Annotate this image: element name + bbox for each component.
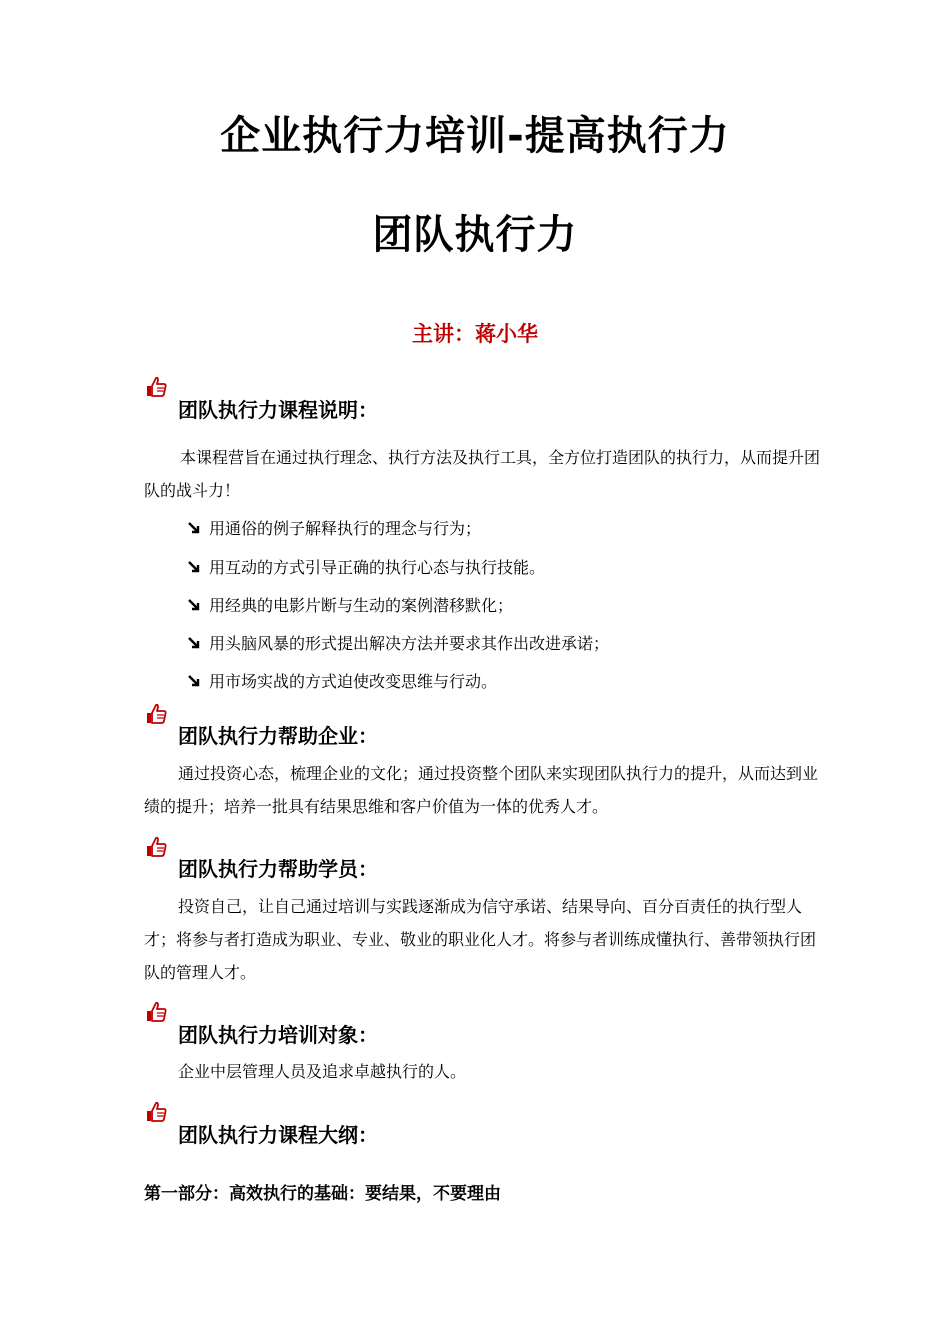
section-heading-help-enterprise: 团队执行力帮助企业：: [178, 724, 378, 748]
list-item-text: 用经典的电影片断与生动的案例潜移默化；: [209, 596, 514, 615]
document-title: 企业执行力培训-提高执行力: [220, 113, 730, 159]
section-heading-help-trainees: 团队执行力帮助学员：: [178, 857, 378, 881]
arrow-down-right-icon: [187, 674, 201, 688]
course-description-paragraph: 本课程营旨在通过执行理念、执行方法及执行工具，全方位打造团队的执行力，从而提升团队的战斗力！: [144, 448, 821, 500]
arrow-down-right-icon: [187, 521, 201, 535]
arrow-down-right-icon: [187, 560, 201, 574]
section-heading-target-audience: 团队执行力培训对象：: [178, 1023, 378, 1047]
thumbs-up-icon: [144, 835, 168, 859]
help-trainees-paragraph: 投资自己，让自己通过培训与实践逐渐成为信守承诺、结果导向、百分百责任的执行型人才；将参与者打造成为职业、专业、敬业的职业化人才。将参与者训练成懂执行、善带领执行团队的管理人才。: [144, 897, 817, 982]
document-subtitle: 团队执行力: [372, 212, 578, 258]
list-item-text: 用互动的方式引导正确的执行心态与执行技能。: [209, 558, 546, 577]
thumbs-up-icon: [144, 1100, 168, 1124]
part-one-heading: 第一部分：高效执行的基础：要结果，不要理由: [144, 1184, 501, 1204]
target-audience-paragraph: 企业中层管理人员及追求卓越执行的人。: [178, 1062, 467, 1081]
list-item-text: 用通俗的例子解释执行的理念与行为；: [209, 519, 482, 538]
thumbs-up-icon: [144, 702, 168, 726]
list-item-text: 用头脑风暴的形式提出解决方法并要求其作出改进承诺；: [209, 634, 610, 653]
list-item-text: 用市场实战的方式迫使改变思维与行动。: [209, 672, 498, 691]
help-enterprise-paragraph: 通过投资心态，梳理企业的文化；通过投资整个团队来实现团队执行力的提升，从而达到业绩的提升；培养一批具有结果思维和客户价值为一体的优秀人才。: [144, 764, 819, 816]
list-item: [187, 555, 545, 578]
list-item: [187, 516, 481, 539]
section-heading-course-outline: 团队执行力课程大纲：: [178, 1123, 378, 1147]
section-heading-course-description: 团队执行力课程说明：: [178, 398, 378, 422]
presenter-line: 主讲：蒋小华: [412, 322, 538, 346]
arrow-down-right-icon: [187, 598, 201, 612]
thumbs-up-icon: [144, 1000, 168, 1024]
thumbs-up-icon: [144, 375, 168, 399]
list-item: [187, 631, 609, 654]
list-item: [187, 669, 497, 692]
list-item: [187, 593, 513, 616]
arrow-down-right-icon: [187, 636, 201, 650]
